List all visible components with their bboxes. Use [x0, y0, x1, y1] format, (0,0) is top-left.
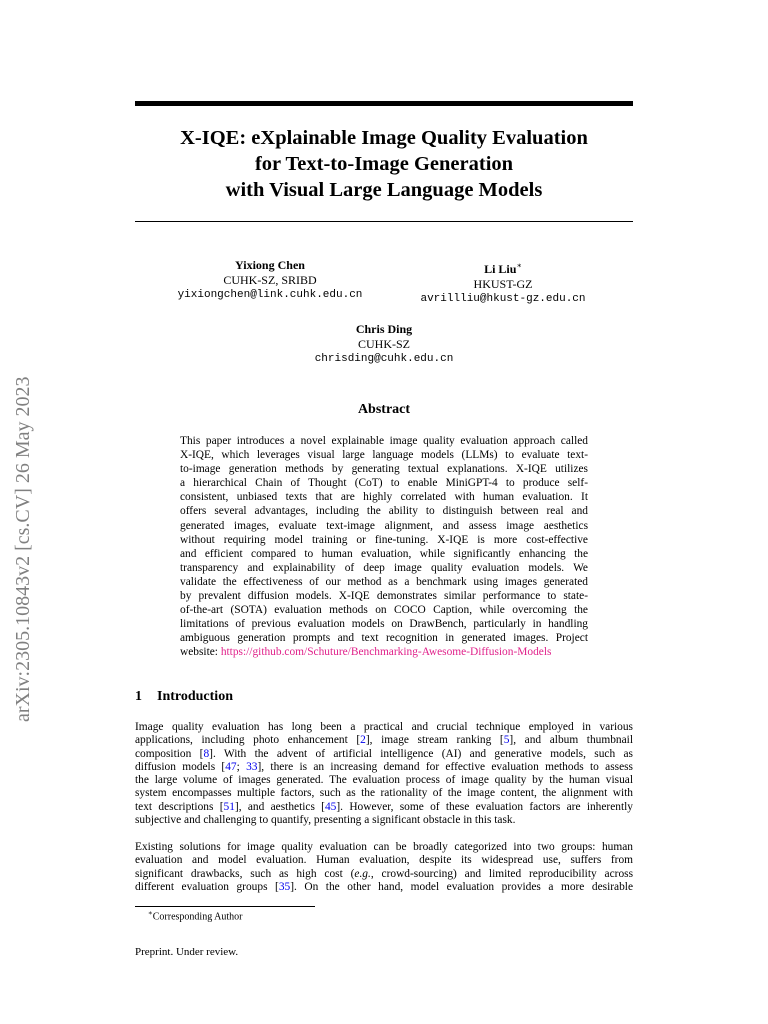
- paragraph-line: significant drawbacks, such as high cost (e.g., crowd-sourcing) and limited reproducibility across: [135, 867, 633, 880]
- abstract-line: and efficient compared to human evaluation, while significantly enhancing the: [180, 547, 588, 560]
- abstract-line: of-the-art (SOTA) evaluation methods on COCO Caption, while overcoming the: [180, 604, 588, 617]
- section-heading: [135, 689, 233, 705]
- abstract-line: a hierarchical Chain of Thought (CoT) to enable MiniGPT-4 to produce self-: [180, 477, 588, 490]
- preprint-note: Preprint. Under review.: [135, 946, 239, 958]
- author-affiliation: CUHK-SZ, SRIBD: [223, 273, 317, 287]
- paragraph-line: subjective and challenging to quantify, presenting a significant obstacle in this task.: [135, 814, 516, 827]
- website-label: website:: [180, 646, 221, 659]
- citation-link[interactable]: 35: [278, 880, 291, 893]
- abstract-line: by prevalent diffusion models. X-IQE demonstrates similar performance to state-: [180, 590, 588, 603]
- paragraph-line: different evaluation groups [35]. On the other hand, model evaluation provides a more desirable: [135, 880, 633, 893]
- author-mark: ∗: [516, 261, 522, 270]
- citation-link[interactable]: 45: [324, 800, 337, 813]
- author-email[interactable]: avrillliu@hkust-gz.edu.cn: [420, 293, 586, 305]
- abstract-line: without requiring model training or fine-tuning. X-IQE is more cost-effective: [180, 533, 588, 546]
- citation-link[interactable]: 5: [503, 734, 510, 747]
- paragraph-line: system encompasses multiple factors, such as the rationality of the image content, the alignment with: [135, 787, 633, 800]
- author-email[interactable]: yixiongchen@link.cuhk.edu.cn: [177, 289, 363, 301]
- intro-paragraph-2: [135, 841, 633, 894]
- footnote: [148, 909, 242, 922]
- title-line: for Text-to-Image Generation: [254, 153, 514, 175]
- author-block: [373, 258, 633, 307]
- citation-link[interactable]: 2: [360, 734, 366, 747]
- author-name: [373, 258, 633, 277]
- abstract-line: [180, 645, 588, 659]
- paper-title: [135, 125, 633, 203]
- paragraph-line: Image quality evaluation has long been a practical and crucial technique employed in various: [135, 721, 633, 733]
- paragraph-line: the large volume of images generated. The evaluation process of image quality by the human visual: [135, 774, 633, 787]
- author-block: [140, 258, 400, 303]
- footnote-mark: ∗: [148, 909, 153, 917]
- abstract-line: offers several advantages, including the ability to distinguish between real and: [180, 505, 588, 518]
- paragraph-line: text descriptions [51], and aesthetics [45]. However, some of these evaluation factors are inherently: [135, 800, 634, 813]
- abstract-line: validate the effectiveness of our method as a benchmark using images generated: [180, 575, 588, 588]
- paragraph-line: diffusion models [47; 33], there is an increasing demand for effective evaluation methods to assess: [135, 760, 633, 773]
- project-link[interactable]: https://github.com/Schuture/Benchmarking-Awesome-Diffusion-Models: [220, 646, 552, 659]
- citation-link[interactable]: 8: [203, 747, 210, 760]
- paragraph-line: evaluation and model evaluation. Human evaluation, despite its widespread use, suffers from: [135, 854, 633, 867]
- abstract-line: X-IQE, which leverages visual large language models (LLMs) to evaluate text-: [180, 449, 588, 462]
- citation-link[interactable]: 51: [223, 800, 235, 813]
- author-email[interactable]: chrisding@cuhk.edu.cn: [314, 353, 454, 365]
- citation-link[interactable]: 47: [225, 760, 237, 773]
- abstract-line: transparency and explainability of deep image quality evaluation models. We: [180, 561, 588, 574]
- abstract-line: generated images, evaluate text-image alignment, and assess image aesthetics: [180, 519, 588, 532]
- abstract-line: limitations of previous evaluation models on DrawBench, particularly in handling: [180, 618, 588, 631]
- citation-link[interactable]: 33: [246, 760, 258, 773]
- author-name: Chris Ding: [355, 322, 413, 336]
- author-name-text: Li Liu: [484, 262, 517, 276]
- title-bottom-rule: [135, 221, 633, 222]
- abstract-body: [180, 434, 588, 660]
- paragraph-line: applications, including photo enhancement [2], image stream ranking [5], and album thumbnail: [135, 734, 633, 747]
- paragraph-line: composition [8]. With the advent of artificial intelligence (AI) and generative models, such as: [135, 747, 633, 760]
- author-block: [254, 322, 514, 367]
- paragraph-line: Existing solutions for image quality evaluation can be broadly categorized into two groups: human: [135, 841, 633, 853]
- intro-paragraph-1: [135, 721, 633, 827]
- abstract-line: consistent, unbiased texts that are highly correlated with human evaluation. It: [180, 491, 588, 504]
- footnote-rule: [135, 906, 315, 907]
- title-line: X-IQE: eXplainable Image Quality Evaluation: [180, 127, 588, 149]
- section-title: Introduction: [157, 689, 233, 704]
- author-name: Yixiong Chen: [235, 258, 305, 272]
- abstract-line: ambiguous generation prompts and text recognition in generated images. Project: [180, 632, 588, 645]
- section-number: 1: [135, 689, 142, 704]
- arxiv-identifier: arXiv:2305.10843v2 [cs.CV] 26 May 2023: [12, 376, 34, 722]
- abstract-line: to-image generation methods by generating textual explanations. X-IQE utilizes: [180, 463, 588, 476]
- title-top-rule: [135, 101, 633, 106]
- abstract-line: This paper introduces a novel explainable image quality evaluation approach called: [180, 435, 588, 447]
- title-line: with Visual Large Language Models: [225, 179, 543, 201]
- footnote-text: Corresponding Author: [152, 911, 243, 923]
- author-affiliation: HKUST-GZ: [473, 277, 533, 291]
- italic-text: e.g.: [354, 867, 371, 880]
- author-affiliation: CUHK-SZ: [357, 337, 410, 351]
- abstract-heading: Abstract: [357, 402, 411, 417]
